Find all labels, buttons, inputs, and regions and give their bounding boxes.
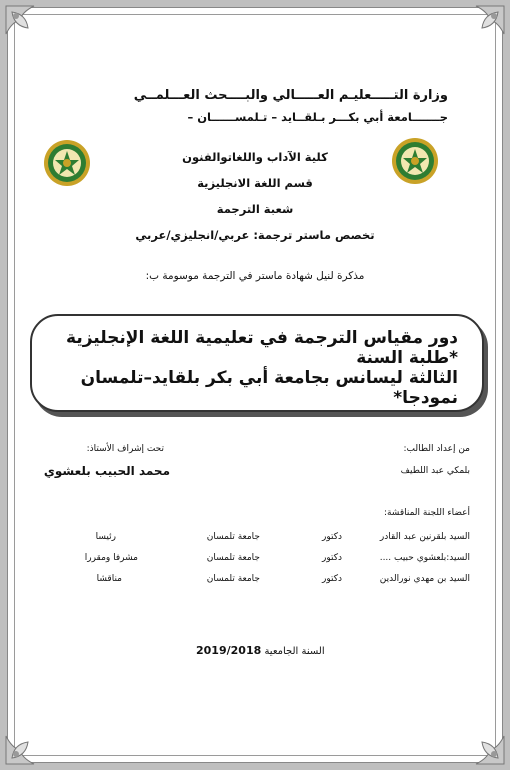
committee-label: أعضاء اللجنة المناقشة:: [383, 508, 470, 518]
member-role: رئيسا: [95, 532, 116, 542]
thesis-title-line-2: الثالثة ليسانس بجامعة أبي بكر بلقايد–تلمسان نمودجا*: [80, 368, 458, 408]
member-name: السيد بن مهدي نورالدين: [379, 574, 470, 584]
supervisor-name: محمد الحبيب بلعشوي: [43, 464, 170, 478]
academic-year-label: السنة الجامعية: [264, 646, 325, 657]
thesis-title-box: [30, 314, 484, 412]
member-name: السيد:بلعشوي حبيب ....: [379, 553, 470, 563]
member-university: جامعة تلمسان: [206, 553, 260, 563]
member-university: جامعة تلمسان: [206, 574, 260, 584]
ornament-corner-icon: [452, 712, 506, 766]
university-name: جـــــــامعة أبي بكـــر بـلقــايد – تـلمســــــان –: [187, 110, 448, 124]
member-rank: دكتور: [321, 532, 342, 542]
member-university: جامعة تلمسان: [206, 532, 260, 542]
member-role: مشرفا ومقررا: [84, 553, 138, 563]
ornament-corner-icon: [4, 712, 58, 766]
department-name: قسم اللغة الانجليزية: [197, 176, 313, 190]
member-name: السيد بلقرنين عبد القادر: [379, 532, 470, 542]
student-label: من إعداد الطالب:: [403, 444, 470, 454]
student-name: بلمكي عبد اللطيف: [400, 466, 470, 476]
section-name: شعبة الترجمة: [216, 202, 294, 216]
college-name: كلية الآداب واللغاتوالفنون: [182, 150, 328, 164]
academic-year: [196, 644, 325, 657]
ornament-corner-icon: [4, 4, 58, 58]
memo-intro: مذكرة لنيل شهادة ماستر في الترجمة موسومة ب:: [145, 270, 365, 282]
member-rank: دكتور: [321, 553, 342, 563]
ministry-name: وزارة التـــــعليـم العـــــالي والبــــحث العـــلمــي: [133, 88, 448, 103]
ornament-corner-icon: [452, 4, 506, 58]
academic-year-value: 2019/2018: [196, 644, 262, 657]
supervisor-label: تحت إشراف الأستاذ:: [86, 444, 164, 454]
member-rank: دكتور: [321, 574, 342, 584]
specialty-name: تخصص ماستر ترجمة: عربي/انجليزي/عربي: [135, 228, 375, 242]
thesis-title-line-1: دور مقياس الترجمة في تعليمية اللغة الإنجليزية *طلبة السنة: [66, 328, 458, 368]
member-role: مناقشا: [96, 574, 122, 584]
